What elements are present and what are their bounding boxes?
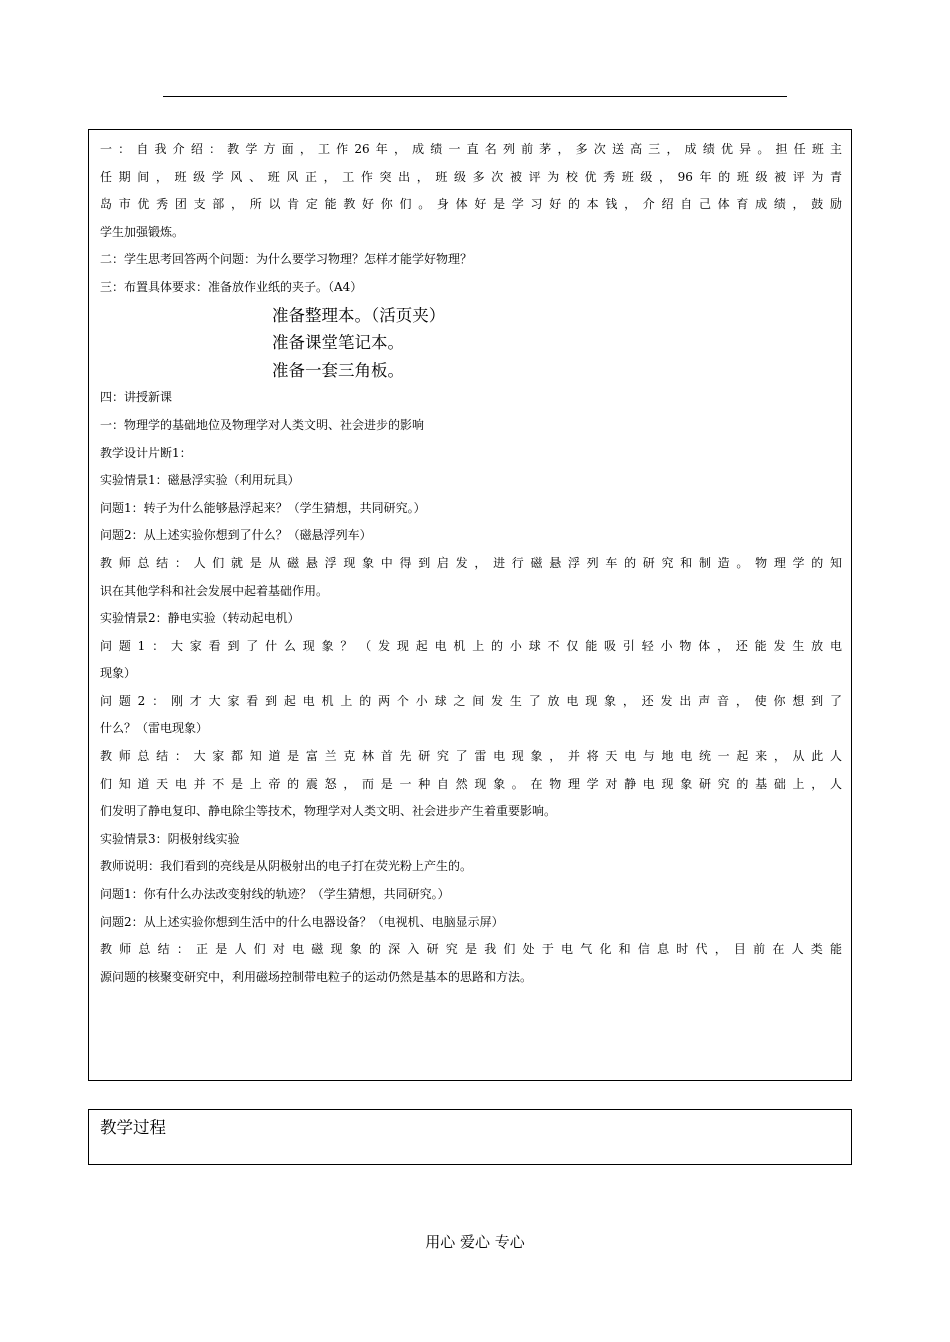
text-line: 教师总结：正是人们对电磁现象的深入研究是我们处于电气化和信息时代，目前在人类能: [100, 942, 842, 957]
text-line: 实验情景3：阴极射线实验: [100, 831, 240, 846]
text-line-indented: 准备一套三角板。: [272, 360, 404, 380]
text-line: 问题1：转子为什么能够悬浮起来？（学生猜想，共同研究。）: [100, 500, 426, 515]
text-line: 什么？（雷电现象）: [100, 721, 209, 736]
text-line: 教师总结：人们就是从磁悬浮现象中得到启发，进行磁悬浮列车的研究和制造。物理学的知: [100, 555, 842, 570]
text-line: 们发明了静电复印、静电除尘等技术，物理学对人类文明、社会进步产生着重要影响。: [100, 804, 557, 819]
text-line: 一：自我介绍：教学方面，工作26年，成绩一直名列前茅，多次送高三，成绩优异。担任班主: [100, 142, 842, 156]
text-line-indented: 准备整理本。（活页夹）: [272, 305, 446, 325]
text-line: 实验情景2：静电实验（转动起电机）: [100, 611, 300, 626]
header-rule: [163, 96, 787, 97]
text-line: 问题1：大家看到了什么现象？（发现起电机上的小球不仅能吸引轻小物体，还能发生放电: [100, 638, 842, 653]
text-line: 二：学生思考回答两个问题：为什么要学习物理？怎样才能学好物理？: [100, 252, 473, 267]
text-line: 现象）: [100, 666, 137, 681]
text-line: 问题2：从上述实验你想到生活中的什么电器设备？（电视机、电脑显示屏）: [100, 914, 504, 929]
text-line: 四：讲授新课: [100, 390, 173, 405]
text-line: 教学设计片断1：: [100, 445, 192, 460]
lesson-content-box: [88, 129, 852, 1081]
text-line: 岛市优秀团支部，所以肯定能教好你们。身体好是学习好的本钱，介绍自己体育成绩，鼓励: [100, 197, 842, 212]
text-line: 问题2：刚才大家看到起电机上的两个小球之间发生了放电现象，还发出声音，使你想到了: [100, 693, 842, 708]
text-line: 学生加强锻炼。: [100, 224, 185, 239]
page-footer: 用心 爱心 专心: [425, 1233, 525, 1251]
text-line: 实验情景1：磁悬浮实验（利用玩具）: [100, 473, 300, 488]
text-line: 问题1：你有什么办法改变射线的轨迹？（学生猜想，共同研究。）: [100, 887, 450, 902]
text-line: 教师总结：大家都知道是富兰克林首先研究了雷电现象，并将天电与地电统一起来，从此人: [100, 749, 842, 764]
text-line: 三：布置具体要求：准备放作业纸的夹子。（A4）: [100, 279, 363, 294]
teaching-process-box: [88, 1109, 852, 1165]
text-line: 一：物理学的基础地位及物理学对人类文明、社会进步的影响: [100, 417, 425, 432]
text-line: 任期间，班级学风、班风正，工作突出，班级多次被评为校优秀班级，96年的班级被评为青: [100, 169, 842, 184]
text-line: 教师说明：我们看到的亮线是从阴极射出的电子打在荧光粉上产生的。: [100, 859, 473, 874]
text-line-indented: 准备课堂笔记本。: [272, 333, 404, 353]
text-line: 识在其他学科和社会发展中起着基础作用。: [100, 583, 329, 598]
text-line: 们知道天电并不是上帝的震怒，而是一种自然现象。在物理学对静电现象研究的基础上，人: [100, 776, 842, 791]
text-line: 问题2：从上述实验你想到了什么？（磁悬浮列车）: [100, 528, 372, 543]
teaching-process-label: 教学过程: [100, 1118, 166, 1137]
text-line: 源问题的核聚变研究中，利用磁场控制带电粒子的运动仍然是基本的思路和方法。: [100, 969, 533, 984]
